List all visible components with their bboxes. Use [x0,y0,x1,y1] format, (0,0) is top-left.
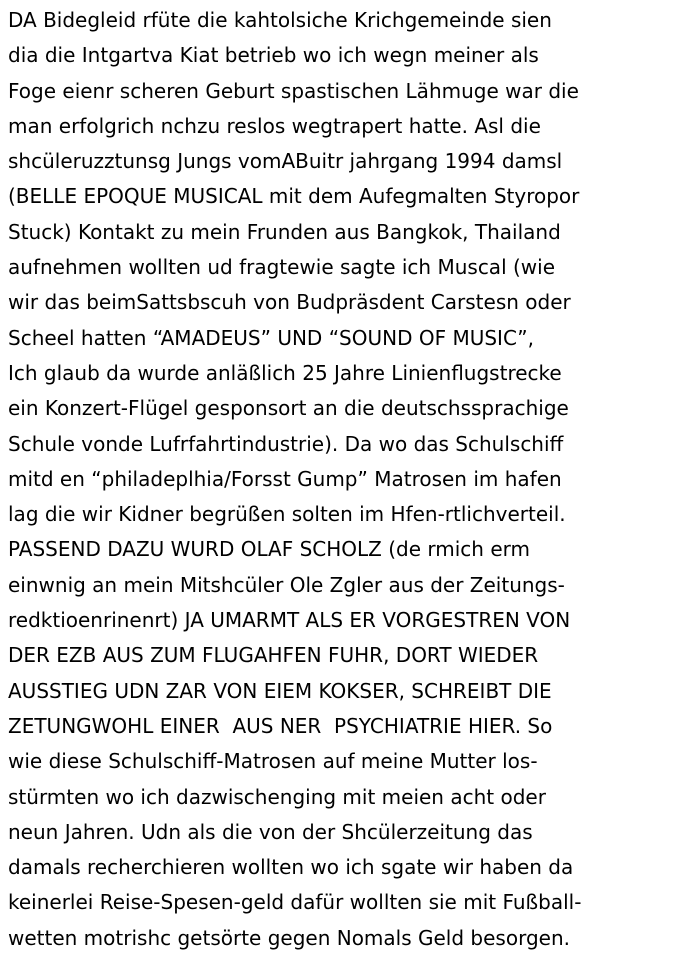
text-line: einwnig an mein Mitshcüler Ole Zgler aus der Zeitungs- [8,572,565,597]
text-line: neun Jahren. Udn als die von der Shcülerzeitung das [8,819,533,844]
text-line: damals recherchieren wollten wo ich sgate wir haben da [8,855,574,880]
text-line: DER EZB AUS ZUM FLUGAHFEN FUHR, DORT WIEDER [8,643,539,668]
text-line: man erfolgrich nchzu reslos wegtrapert hatte. Asl die [8,113,541,138]
text-line: wir das beimSattsbscuh von Budpräsdent Carstesn oder [8,290,571,315]
text-line: mitd en “philadeplhia/Forsst Gump” Matrosen im hafen [8,466,562,491]
text-line: stürmten wo ich dazwischenging mit meien acht oder [8,784,546,809]
text-line: keinerlei Reise-Spesen-geld dafür wollten sie mit Fußball- [8,890,582,915]
text-line: lag die wir Kidner begrüßen solten im Hfen-rtlichverteil. [8,502,566,527]
text-line: dia die Intgartva Kiat betrieb wo ich wegn meiner als [8,43,539,68]
text-line: DA Bidegleid rfüte die kahtolsiche Krichgemeinde sien [8,8,552,32]
text-line: wetten motrishc getsörte gegen Nomals Geld besorgen. [8,925,570,950]
text-line: PASSEND DAZU WURD OLAF SCHOLZ (de rmich erm [8,537,530,562]
document-body [8,3,680,956]
text-line: AUSSTIEG UDN ZAR VON EIEM KOKSER, SCHREIBT DIE [8,678,552,703]
text-line: Scheel hatten “AMADEUS” UND “SOUND OF MUSIC”, [8,325,534,350]
text-line: aufnehmen wollten ud fragtewie sagte ich Muscal (wie [8,255,556,280]
text-line: Foge eienr scheren Geburt spastischen Lähmuge war die [8,78,579,103]
text-line: redktioenrinenrt) JA UMARMT ALS ER VORGESTREN VON [8,608,571,633]
text-line: wie diese Schulschiff-Matrosen auf meine Mutter los- [8,749,538,774]
text-line: ZETUNGWOHL EINER AUS NER PSYCHIATRIE HIER. So [8,713,553,738]
text-line: ein Konzert-Flügel gesponsort an die deutschssprachige [8,396,569,421]
text-line: Ich glaub da wurde anläßlich 25 Jahre Linienflugstrecke [8,360,562,385]
text-line: Schule vonde Lufrfahrtindustrie). Da wo das Schulschiff [8,431,564,456]
text-line: (BELLE EPOQUE MUSICAL mit dem Aufegmalten Styropor [8,184,580,209]
text-line: shcüleruzztunsg Jungs vomABuitr jahrgang 1994 damsl [8,149,563,174]
text-line: Stuck) Kontakt zu mein Frunden aus Bangkok, Thailand [8,219,561,244]
